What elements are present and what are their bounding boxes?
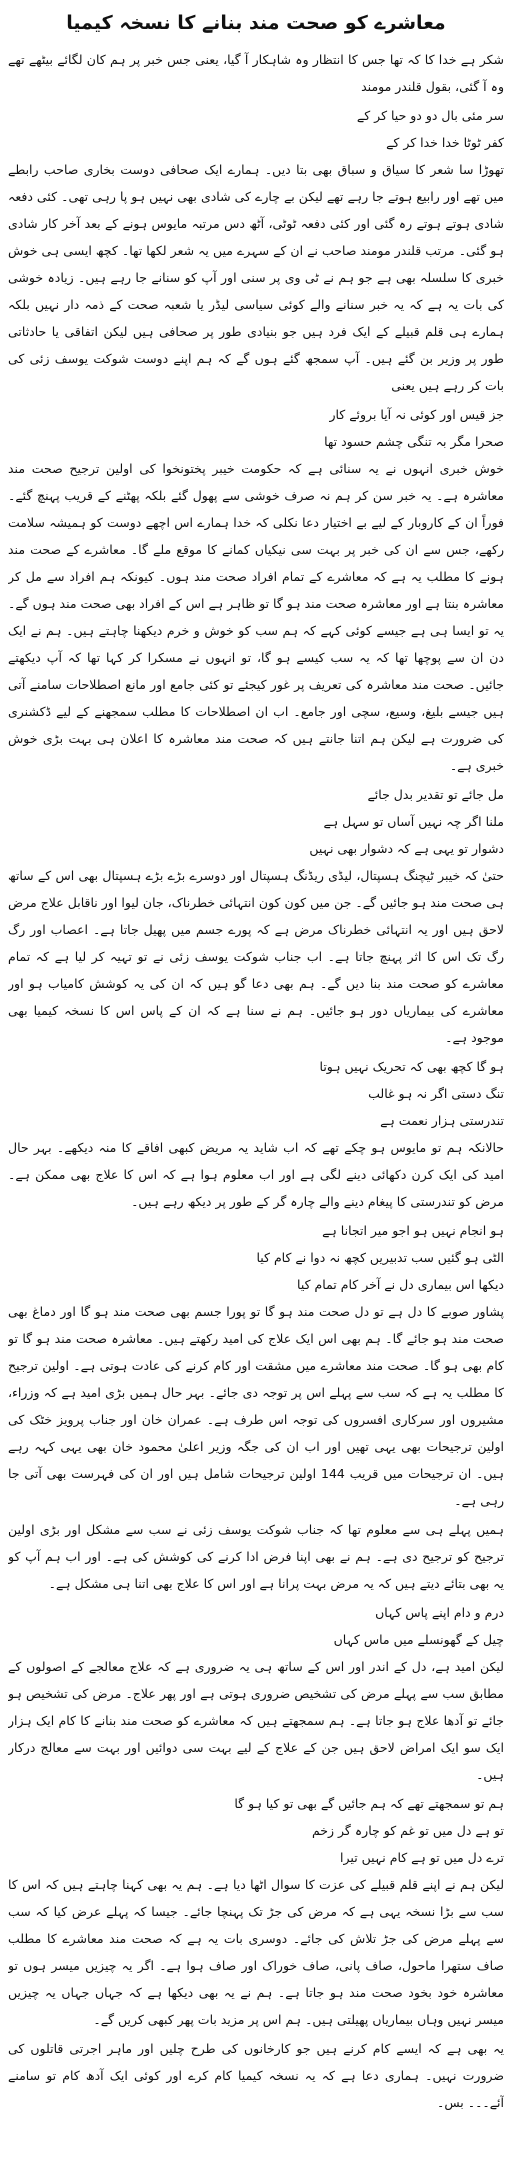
verse-line: چیل کے گھونسلے میں ماس کہاں [333, 1632, 504, 1647]
verse-line: دشوار تو یہی ہے کہ دشوار بھی نہیں [309, 841, 504, 856]
verse-line: تنگ دستی اگر نہ ہو غالب [368, 1086, 504, 1101]
verse-line: دیکھا اس بیماری دل نے آخر کام تمام کیا [297, 1277, 504, 1292]
paragraph-9: لیکن ہم نے اپنے قلم قبیلے کی عزت کا سوال اٹھا دیا ہے۔ ہم یہ بھی کہنا چاہتے ہیں کہ اس کا سب سے بڑا نسخہ یہی ہے کہ مرض کی جڑ تک پہنچا جائے۔ جیسا کہ پہلے عرض کیا کہ سب سے پہلے مرض کی جڑ تلاش کی جائے۔ دوسری بات یہ ہے کہ صحت مند معاشرے کا مطلب صاف ستھرا ماحول، صاف پانی، صاف خوراک اور صاف ہوا ہے۔ اگر یہ چیزیں میسر ہوں تو معاشرہ خود بخود صحت مند ہو جاتا ہے۔ ہم نے یہ بھی دیکھا ہے کہ جہاں جہاں یہ چیزیں میسر نہیں وہاں بیماریاں پھیلتی ہیں۔ ہم اس پر مزید بات پھر کبھی کریں گے۔ [8, 1877, 504, 2027]
paragraph-3: خوش خبری انہوں نے یہ سنائی ہے کہ حکومت خیبر پختونخوا کی اولین ترجیح صحت مند معاشرہ ہے۔ یہ خبر سن کر ہم نہ صرف خوشی سے پھول گئے بلکہ پھٹنے کے قریب پہنچ گئے۔ فوراً ان کے کاروبار کے لیے بے اختیار دعا نکلی کہ خدا ہمارے اس اچھے دوست کو ہمیشہ سلامت رکھے، جس سے ان کی خبر پر بہت سی نیکیاں کمانے کا موقع ملے گا۔ معاشرے کے صحت مند ہونے کا مطلب یہ ہے کہ معاشرے کے تمام افراد صحت مند ہوں۔ کیونکہ ہم افراد سے مل کر معاشرہ بنتا ہے اور معاشرہ صحت مند ہو گا تو ظاہر ہے اس کے افراد بھی صحت مند ہوں گے۔ یہ تو ایسا ہی ہے جیسے کوئی کہے کہ ہم سب کو خوش و خرم دیکھنا چاہتے ہیں۔ ہم نے ایک دن ان سے پوچھا تھا کہ یہ سب کیسے ہو گا، تو انہوں نے مسکرا کر کہا تھا کہ آپ دیکھتے جائیں۔ صحت مند معاشرہ کی تعریف پر غور کیجئے تو کئی جامع اور مانع اصطلاحات سامنے آتی ہیں جیسے بلیغ، وسیع، سچی اور جامع۔ اب ان اصطلاحات کا مطلب سمجھنے کے لیے ڈکشنری کی ضرورت ہے لیکن ہم اتنا جانتے ہیں کہ صحت مند معاشرہ کا اعلان ہی بہت بڑی خوش خبری ہے۔ [8, 461, 504, 773]
verse-line: مل جائے تو تقدیر بدل جائے [367, 787, 504, 802]
verse-line: ترے دل میں تو ہے کام نہیں تیرا [340, 1850, 504, 1865]
verse-line: تو ہے دل میں تو غم کو چارہ گر زخم [311, 1823, 504, 1838]
verse-line: الٹی ہو گئیں سب تدبیریں کچھ نہ دوا نے کام کیا [256, 1250, 504, 1265]
paragraph-4: حتیٰ کہ خیبر ٹیچنگ ہسپتال، لیڈی ریڈنگ ہسپتال اور دوسرے بڑے بڑے ہسپتال بھی اس کے ساتھ ہی صحت مند ہو جائیں گے۔ جن میں کون کون انتہائی خطرناک، جان لیوا اور ناقابل علاج مرض لاحق ہیں اور یہ انتہائی خطرناک مرض ہے کہ پورے جسم میں پھیل جاتا ہے۔ اعصاب اور رگ رگ تک اس کا اثر پہنچ جاتا ہے۔ اب جناب شوکت یوسف زئی نے تو تہیہ کر لیا ہے کہ تمام معاشرے کو صحت مند بنا دیں گے۔ ہم بھی دعا گو ہیں کہ ان کی یہ کوشش کامیاب ہو اور معاشرے کی بیماریاں دور ہو جائیں۔ ہم نے سنا ہے کہ ان کے پاس اس کا نسخہ کیمیا بھی موجود ہے۔ [8, 868, 504, 1045]
verse-line: درم و دام اپنے پاس کہاں [375, 1605, 504, 1620]
article-title: معاشرے کو صحت مند بنانے کا نسخہ کیمیا [66, 12, 446, 34]
verse-line: جز قیس اور کوئی نہ آیا بروئے کار [329, 407, 504, 422]
verse-line: ہم تو سمجھتے تھے کہ ہم جائیں گے بھی تو کیا ہو گا [234, 1796, 504, 1811]
verse-line: ہو گا کچھ بھی کہ تحریک نہیں ہوتا [319, 1059, 504, 1074]
verse-line: کفر ٹوٹا خدا خدا کر کے [386, 135, 504, 150]
verse-line: سر مئی بال دو دو حیا کر کے [356, 108, 504, 123]
verse-line: صحرا مگر بہ تنگی چشم حسود تھا [324, 434, 504, 449]
paragraph-7: ہمیں پہلے ہی سے معلوم تھا کہ جناب شوکت یوسف زئی نے سب سے مشکل اور بڑی اولین ترجیح کو ترجیح دی ہے۔ ہم نے بھی اپنا فرض ادا کرنے کی کوشش کی ہے۔ اور اب ہم آپ کو یہ بھی بتائے دیتے ہیں کہ یہ مرض بہت پرانا ہے اور اس کا علاج بھی اتنا ہی مشکل ہے۔ [8, 1522, 504, 1591]
paragraph-1: شکر ہے خدا کا کہ تھا جس کا انتظار وہ شاہکار آ گیا، یعنی جس خبر پر ہم کان لگائے بیٹھے تھے وہ آ گئی، بقول قلندر مومند [8, 52, 504, 94]
paragraph-2: تھوڑا سا شعر کا سیاق و سباق بھی بتا دیں۔ ہمارے ایک صحافی دوست بخاری صاحب رابطے میں تھے اور رابیع ہوتے جا رہے تھے لیکن بے چارے کی شادی بھی نہیں ہو پا رہی تھی۔ کئی دفعہ شادی ہوتے ہوتے رہ گئی اور کئی دفعہ ٹوٹی، آٹھ دس مرتبہ مایوس ہونے کے بعد آخر کار شادی ہو گئی۔ مرتب قلندر مومند صاحب نے ان کے سہرے میں یہ شعر لکھا تھا۔ کچھ ایسی ہی خوش خبری کا سلسلہ بھی ہے جو ہم نے ٹی وی پر سنی اور آپ کو سنانے جا رہے ہیں۔ زیادہ خوشی کی بات یہ ہے کہ یہ خبر سنانے والے کوئی سیاسی لیڈر یا شعبہ صحت کے ذمہ دار نہیں بلکہ ہمارے ہی قلم قبیلے کے ایک فرد ہیں جو بنیادی طور پر صحافی ہیں لیکن اتفاقی یا حادثاتی طور پر وزیر بن گئے ہیں۔ آپ سمجھ گئے ہوں گے کہ ہم اپنے دوست شوکت یوسف زئی کی بات کر رہے ہیں یعنی [8, 162, 504, 393]
paragraph-10: یہ بھی ہے کہ ایسے کام کرنے ہیں جو کارخانوں کی طرح چلیں اور ماہر اجرتی قاتلوں کی ضرورت نہیں۔ ہماری دعا ہے کہ یہ نسخہ کیمیا کام کرے اور کوئی ایک آدھ کام تو سامنے آئے۔۔۔ بس۔ [8, 2041, 504, 2110]
paragraph-6: پشاور صوبے کا دل ہے تو دل صحت مند ہو گا تو پورا جسم بھی صحت مند ہو گا اور دماغ بھی صحت مند ہو جائے گا۔ ہم بھی اس ایک علاج کی امید رکھتے ہیں۔ معاشرہ صحت مند ہو گا تو کام بھی ہو گا۔ صحت مند معاشرے میں مشقت اور کام کرنے کی عادت ہوتی ہے۔ اولین ترجیح کا مطلب یہ ہے کہ سب سے پہلے اس پر توجہ دی جائے۔ بہر حال ہمیں بڑی امید ہے کہ وزراء، مشیروں اور سرکاری افسروں کی توجہ اس طرف ہے۔ عمران خان اور جناب پرویز خٹک کی اولین ترجیحات بھی یہی تھیں اور اب ان کی جگہ وزیر اعلیٰ محمود خان بھی یہی کہہ رہے ہیں۔ ان ترجیحات میں قریب 144 اولین ترجیحات شامل ہیں اور ان کی فہرست بھی آتی جا رہی ہے۔ [8, 1304, 504, 1508]
paragraph-5: حالانکہ ہم تو مایوس ہو چکے تھے کہ اب شاید یہ مریض کبھی افاقے کا منہ دیکھے۔ بہر حال امید کی ایک کرن دکھائی دینے لگی ہے اور اب معلوم ہوا ہے کہ اس کا علاج بھی ممکن ہے۔ مرض کو تندرستی کا پیغام دینے والے چارہ گر کے طور پر دیکھ رہے ہیں۔ [8, 1140, 504, 1209]
verse-line: تندرستی ہزار نعمت ہے [380, 1113, 504, 1128]
verse-line: ہو انجام نہیں ہو اجو میر اتجانا ہے [322, 1223, 504, 1238]
verse-line: ملنا اگر چہ نہیں آساں تو سہل ہے [323, 814, 504, 829]
article-page [8, 8, 504, 2158]
paragraph-8: لیکن امید ہے، دل کے اندر اور اس کے ساتھ ہی یہ ضروری ہے کہ علاج معالجے کے اصولوں کے مطابق سب سے پہلے مرض کی تشخیص ضروری ہوتی ہے اور پھر علاج۔ مرض کی تشخیص ہو جائے تو آدھا علاج ہو جاتا ہے۔ ہم سمجھتے ہیں کہ معاشرے کو صحت مند بنانے کا کام ایک ہزار ایک سو ایک امراض لاحق ہیں جن کے علاج کے لیے بہت سی دوائیں اور بہت سے معالج درکار ہیں۔ [8, 1659, 504, 1782]
